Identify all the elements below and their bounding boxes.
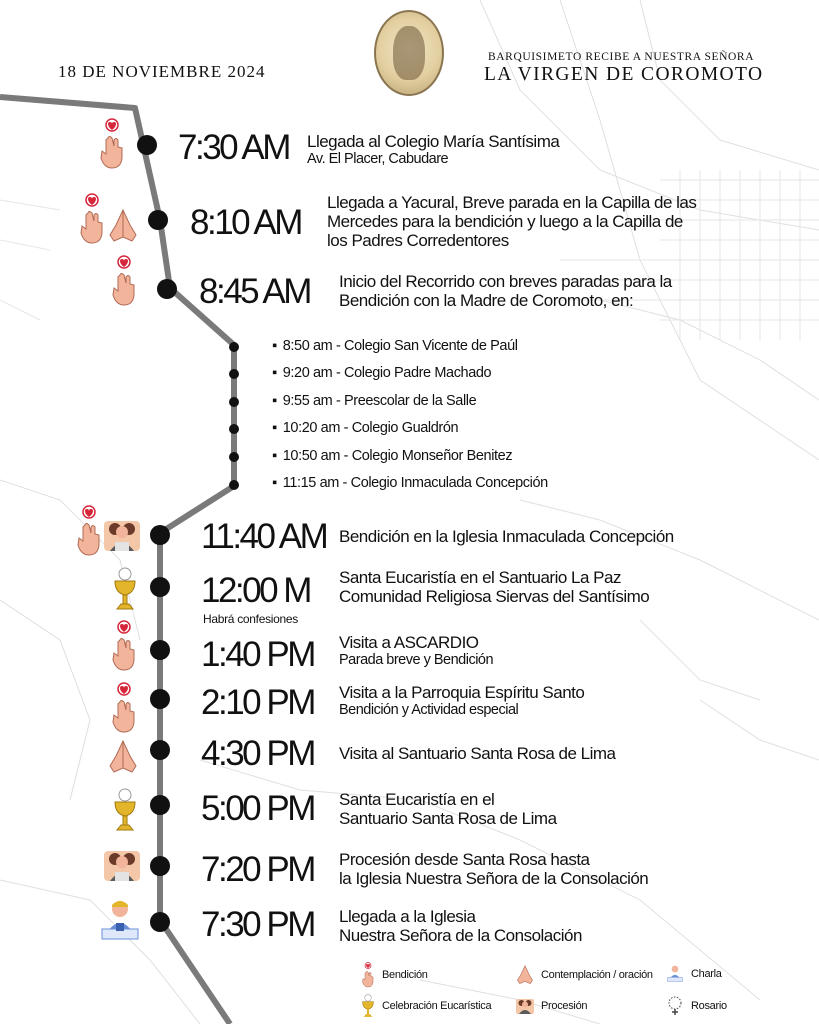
stop-dot xyxy=(229,480,239,490)
praying-hands-icon xyxy=(106,207,140,245)
event-time: 5:00 PM xyxy=(201,789,314,828)
event-date: 18 DE NOVIEMBRE 2024 xyxy=(58,62,266,81)
header-title: LA VIRGEN DE COROMOTO xyxy=(484,64,764,85)
event-time: 4:30 PM xyxy=(201,734,314,773)
timeline-dot xyxy=(150,912,170,932)
legend-rosary: Rosario xyxy=(665,996,727,1016)
timeline-dot xyxy=(150,856,170,876)
event-description: Visita a ASCARDIO Parada breve y Bendición xyxy=(339,633,494,668)
blessing-hand-icon xyxy=(75,505,103,557)
blessing-hand-icon xyxy=(98,118,126,170)
legend-blessing: Bendición xyxy=(360,962,428,988)
stop-item: ▪ 10:50 am - Colegio Monseñor Benitez xyxy=(272,448,548,475)
event-time: 12:00 M xyxy=(201,571,310,610)
timeline-dot xyxy=(150,525,170,545)
legend-eucharist: Celebración Eucarística xyxy=(360,994,491,1018)
speaker-icon xyxy=(96,897,144,945)
virgin-seal-logo xyxy=(374,10,444,96)
blessing-hand-icon xyxy=(360,962,376,988)
event-description: Bendición en la Iglesia Inmaculada Concepción xyxy=(339,527,674,546)
timeline-dot xyxy=(150,689,170,709)
procession-icon xyxy=(515,996,535,1016)
timeline-dot xyxy=(157,279,177,299)
timeline-dot xyxy=(137,135,157,155)
speaker-icon xyxy=(665,964,685,984)
event-time: 8:10 AM xyxy=(190,203,301,242)
stop-dot xyxy=(229,452,239,462)
stop-item: ▪ 9:20 am - Colegio Padre Machado xyxy=(272,365,548,392)
event-description: Santa Eucaristía en el Santuario Santa Rosa de Lima xyxy=(339,790,557,828)
stop-item: ▪ 9:55 am - Preescolar de la Salle xyxy=(272,393,548,420)
event-description: Inicio del Recorrido con breves paradas para la Bendición con la Madre de Coromoto, en: xyxy=(339,272,672,310)
praying-hands-icon xyxy=(515,964,535,986)
blessing-hand-icon xyxy=(110,620,138,672)
chalice-icon xyxy=(111,788,139,832)
legend-procession: Procesión xyxy=(515,996,587,1016)
procession-icon xyxy=(102,845,142,885)
blessing-hand-icon xyxy=(110,255,138,307)
event-time: 7:30 AM xyxy=(178,128,289,167)
timeline-dot xyxy=(150,577,170,597)
event-time: 7:20 PM xyxy=(201,850,314,889)
event-description: Llegada a Yacural, Breve parada en la Capilla de las Mercedes para la bendición y luego a la Capilla de los Padres Corredentores xyxy=(327,193,697,250)
event-time: 2:10 PM xyxy=(201,683,314,722)
blessing-hand-icon xyxy=(110,682,138,734)
event-description: Llegada a la Iglesia Nuestra Señora de la Consolación xyxy=(339,907,582,945)
stop-item: ▪ 11:15 am - Colegio Inmaculada Concepción xyxy=(272,475,548,502)
stop-dot xyxy=(229,342,239,352)
event-description: Visita a la Parroquia Espíritu Santo Bendición y Actividad especial xyxy=(339,683,585,718)
event-time: 1:40 PM xyxy=(201,635,314,674)
legend-contemplation: Contemplación / oración xyxy=(515,964,653,986)
event-time: 11:40 AM xyxy=(201,517,327,556)
stops-list xyxy=(272,338,548,502)
event-time: 8:45 AM xyxy=(199,272,310,311)
stop-dot xyxy=(229,397,239,407)
event-description: Santa Eucaristía en el Santuario La Paz Comunidad Religiosa Siervas del Santísimo xyxy=(339,568,650,606)
blessing-hand-icon xyxy=(78,193,106,245)
timeline-dot xyxy=(150,640,170,660)
event-time: 7:30 PM xyxy=(201,905,314,944)
timeline-dot xyxy=(150,740,170,760)
rosary-icon xyxy=(665,996,685,1016)
stop-item: ▪ 8:50 am - Colegio San Vicente de Paúl xyxy=(272,338,548,365)
stop-item: ▪ 10:20 am - Colegio Gualdrón xyxy=(272,420,548,447)
praying-hands-icon xyxy=(106,738,140,776)
stop-dot xyxy=(229,369,239,379)
timeline-dot xyxy=(150,795,170,815)
legend-talk: Charla xyxy=(665,964,722,984)
event-description: Procesión desde Santa Rosa hasta la Iglesia Nuestra Señora de la Consolación xyxy=(339,850,649,888)
stop-dot xyxy=(229,424,239,434)
confession-note: Habrá confesiones xyxy=(203,612,298,626)
chalice-icon xyxy=(111,567,139,611)
chalice-icon xyxy=(360,994,376,1018)
event-description: Llegada al Colegio María Santísima Av. El Placer, Cabudare xyxy=(307,132,560,167)
event-description: Visita al Santuario Santa Rosa de Lima xyxy=(339,744,616,763)
procession-icon xyxy=(102,515,142,555)
header-subtitle: BARQUISIMETO RECIBE A NUESTRA SEÑORA xyxy=(488,51,755,63)
timeline-dot xyxy=(148,210,168,230)
